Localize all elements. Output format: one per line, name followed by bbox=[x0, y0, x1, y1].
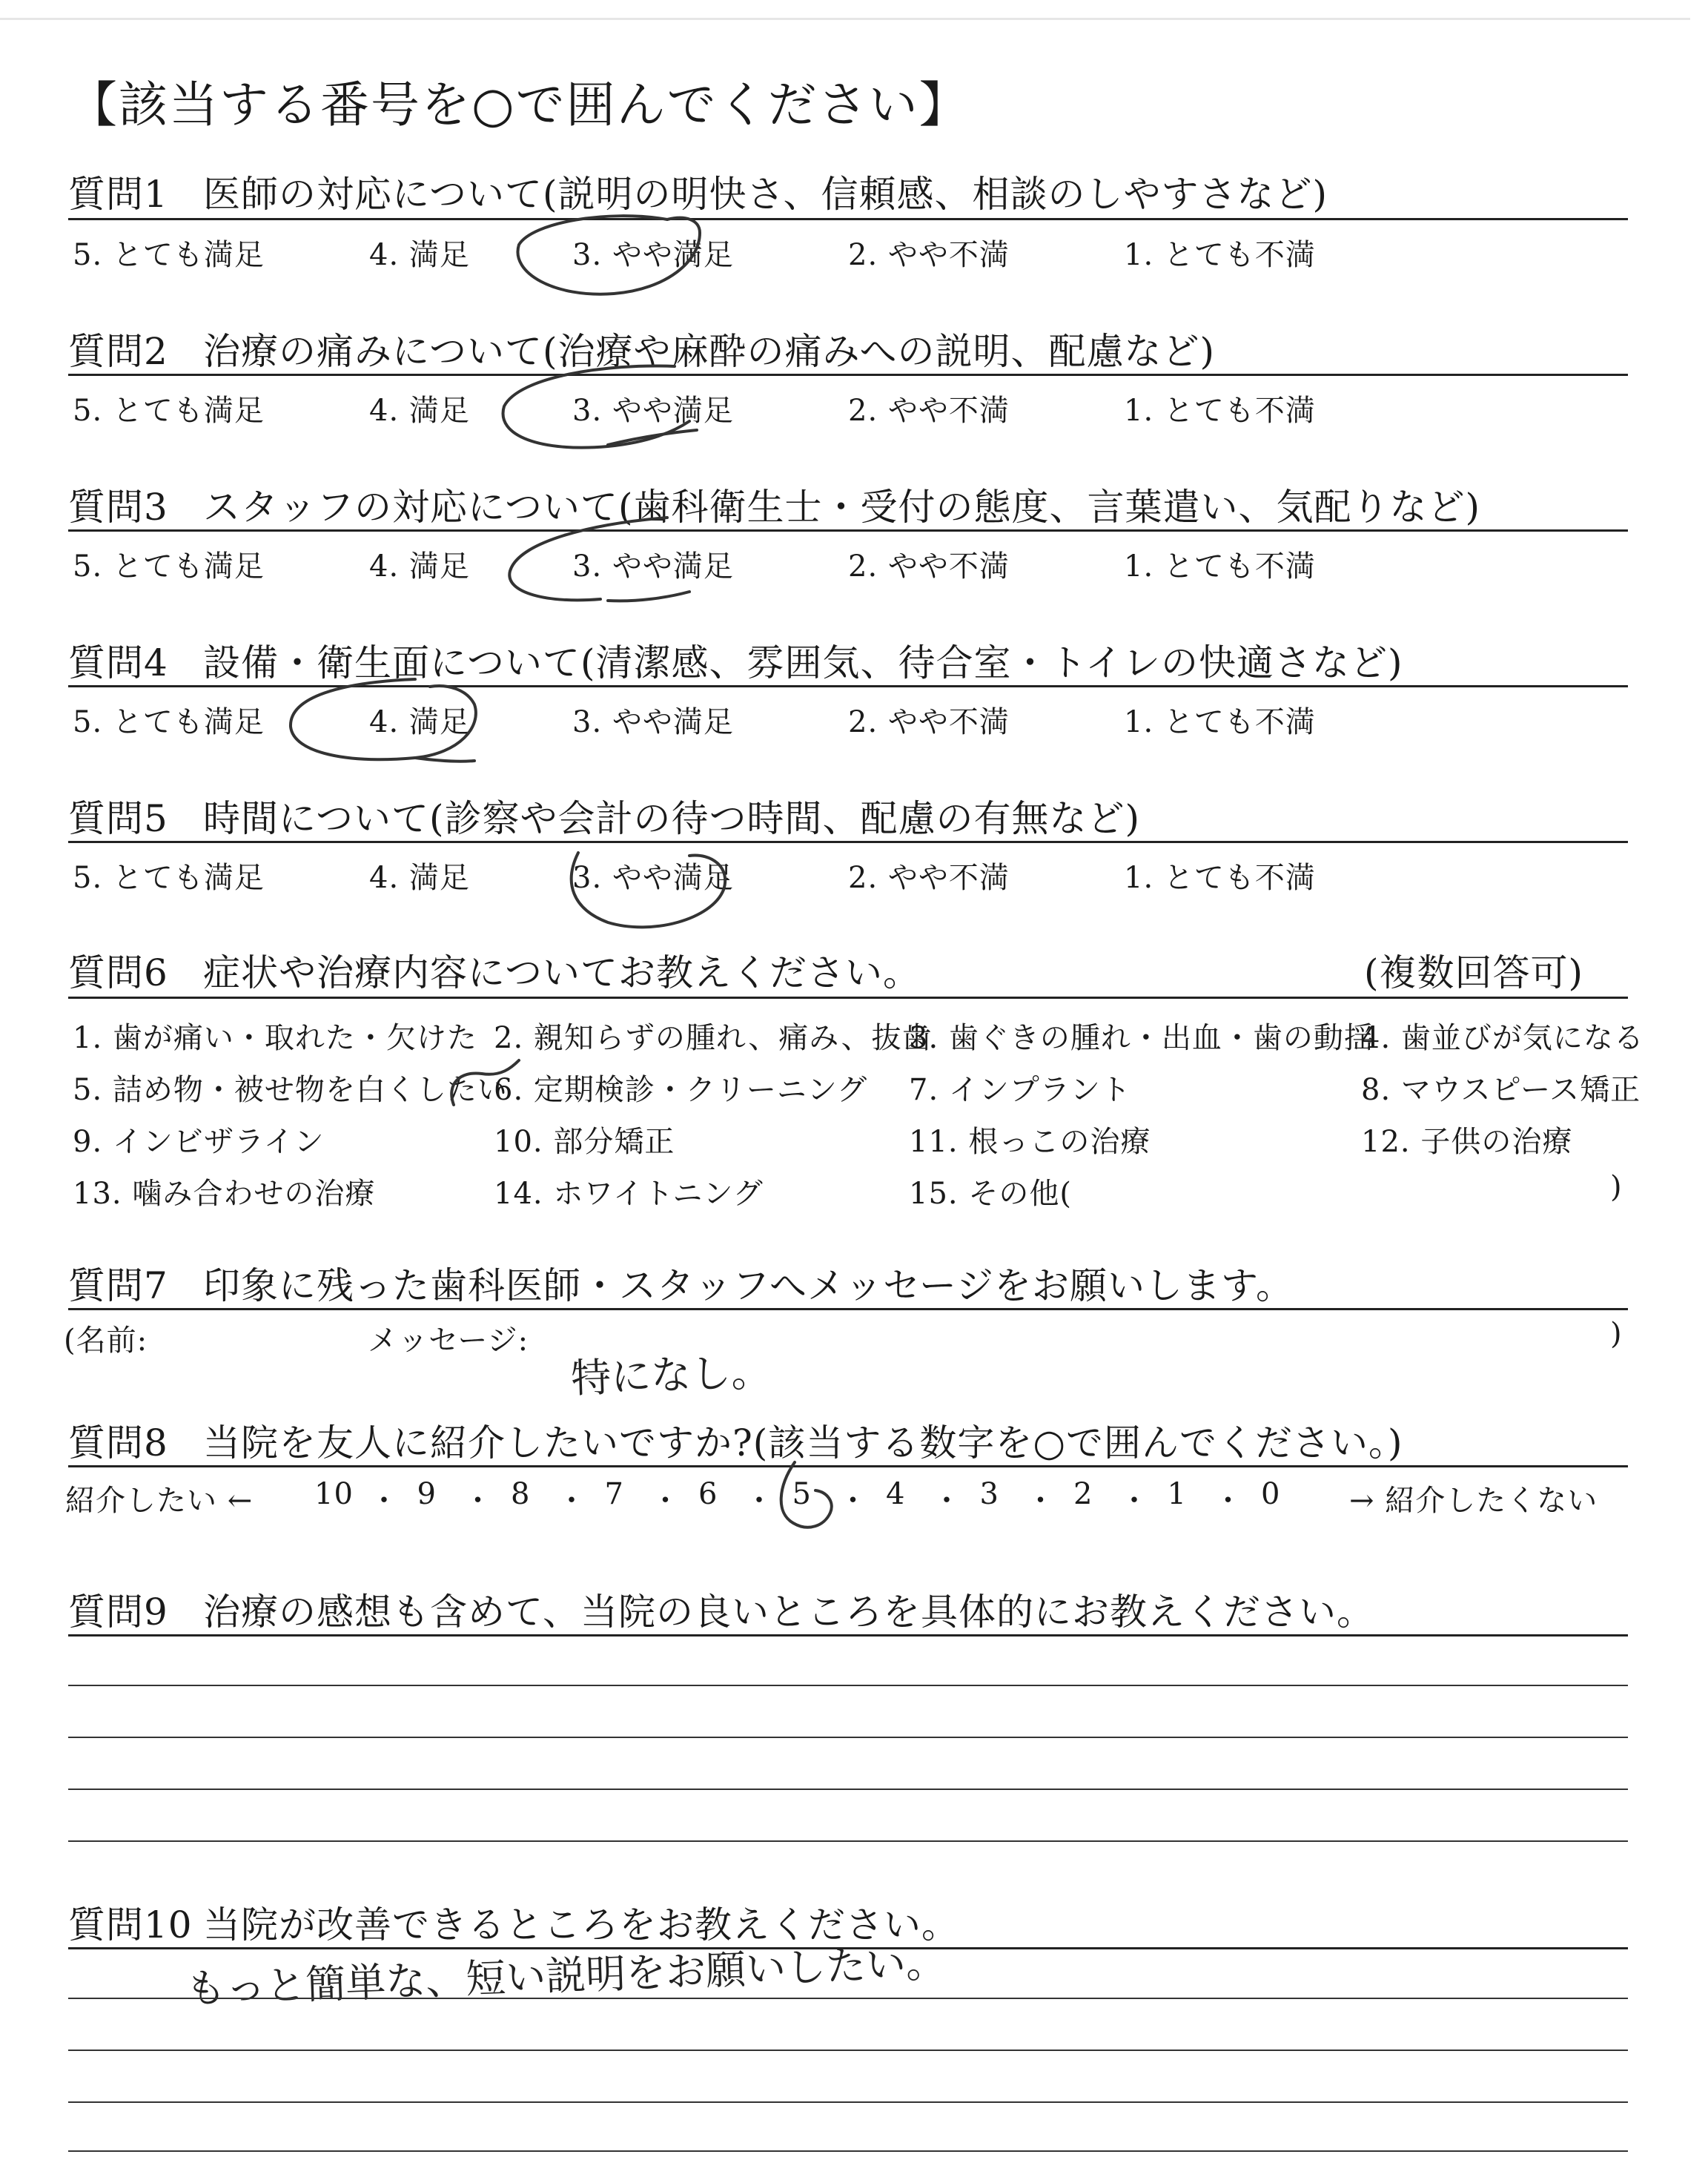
q4-option-1[interactable]: 1. とても不満 bbox=[1124, 705, 1316, 739]
q8-separator-dot: ・ bbox=[932, 1484, 961, 1518]
q2-option-1[interactable]: 1. とても不満 bbox=[1124, 394, 1316, 428]
q6-option-7[interactable]: 7. インプラント bbox=[909, 1073, 1131, 1107]
question-6-label: 質問6 bbox=[68, 951, 168, 994]
q3-option-3[interactable]: 3. やや満足 bbox=[572, 549, 734, 584]
question-1 bbox=[68, 165, 1328, 218]
q6-option-2[interactable]: 2. 親知らずの腫れ、痛み、抜歯 bbox=[494, 1021, 933, 1055]
q3-answer-tick bbox=[608, 592, 689, 601]
question-1-label: 質問1 bbox=[68, 173, 168, 216]
q4-option-5[interactable]: 5. とても満足 bbox=[73, 705, 265, 739]
q10-answer-line[interactable] bbox=[68, 2101, 1628, 2103]
q5-option-4[interactable]: 4. 満足 bbox=[369, 861, 470, 895]
q7-name-label: (名前: bbox=[64, 1324, 148, 1358]
q5-option-3[interactable]: 3. やや満足 bbox=[572, 861, 734, 895]
question-3-label: 質問3 bbox=[68, 486, 168, 529]
question-5-label: 質問5 bbox=[68, 797, 168, 840]
question-9-text: 治療の感想も含めて、当院の良いところを具体的にお教えください。 bbox=[203, 1591, 1374, 1634]
q2-option-3[interactable]: 3. やや満足 bbox=[572, 394, 734, 428]
q4-option-4[interactable]: 4. 満足 bbox=[369, 705, 470, 739]
q6-option-14[interactable]: 14. ホワイトニング bbox=[494, 1177, 764, 1211]
q8-score-7[interactable]: 7 bbox=[604, 1477, 624, 1511]
q4-option-2[interactable]: 2. やや不満 bbox=[848, 705, 1010, 739]
q6-option-4[interactable]: 4. 歯並びが気になる bbox=[1361, 1021, 1644, 1055]
q8-score-9[interactable]: 9 bbox=[417, 1477, 437, 1511]
q8-score-6[interactable]: 6 bbox=[698, 1477, 718, 1511]
q8-separator-dot: ・ bbox=[1025, 1484, 1056, 1518]
q6-option-11[interactable]: 11. 根っこの治療 bbox=[909, 1125, 1151, 1159]
q9-answer-line[interactable] bbox=[68, 1737, 1628, 1738]
q8-separator-dot: ・ bbox=[838, 1484, 868, 1518]
question-4-label: 質問4 bbox=[68, 641, 168, 684]
question-3 bbox=[68, 478, 1480, 531]
question-8 bbox=[68, 1413, 1403, 1467]
q6-option-1[interactable]: 1. 歯が痛い・取れた・欠けた bbox=[73, 1021, 477, 1055]
question-5-rule bbox=[68, 841, 1628, 843]
q8-score-10[interactable]: 10 bbox=[314, 1477, 354, 1511]
q10-answer-line[interactable] bbox=[68, 2150, 1628, 2152]
question-6 bbox=[68, 943, 921, 997]
q10-answer-line[interactable] bbox=[68, 1998, 1628, 1999]
question-7-rule bbox=[68, 1308, 1628, 1310]
question-4-rule bbox=[68, 685, 1628, 687]
q8-right-label: → 紹介したくない bbox=[1349, 1484, 1598, 1518]
q8-separator-dot: ・ bbox=[369, 1484, 399, 1518]
q9-answer-line[interactable] bbox=[68, 1685, 1628, 1686]
q2-option-4[interactable]: 4. 満足 bbox=[369, 394, 470, 428]
q6-option-15[interactable]: 15. その他( bbox=[909, 1177, 1072, 1211]
q7-close: ) bbox=[1610, 1317, 1623, 1351]
q6-option-10[interactable]: 10. 部分矯正 bbox=[494, 1125, 675, 1159]
q8-score-3[interactable]: 3 bbox=[979, 1477, 999, 1511]
q6-option-15-close: ) bbox=[1610, 1170, 1623, 1204]
q6-option-3[interactable]: 3. 歯ぐきの腫れ・出血・歯の動揺 bbox=[909, 1021, 1374, 1055]
question-10-text: 当院が改善できるところをお教えください。 bbox=[203, 1903, 959, 1946]
q8-left-label: 紹介したい ← bbox=[65, 1484, 254, 1518]
q3-option-1[interactable]: 1. とても不満 bbox=[1124, 549, 1316, 584]
q8-separator-dot: ・ bbox=[744, 1484, 774, 1518]
question-2-rule bbox=[68, 374, 1628, 376]
q5-option-5[interactable]: 5. とても満足 bbox=[73, 861, 265, 895]
q3-option-4[interactable]: 4. 満足 bbox=[369, 549, 470, 584]
question-3-text: スタッフの対応について(歯科衛生士・受付の態度、言葉遣い、気配りなど) bbox=[203, 486, 1481, 529]
q10-handwritten-answer: もっと簡単な、短い説明をお願いしたい。 bbox=[185, 1939, 947, 2012]
question-1-rule bbox=[68, 218, 1628, 220]
q8-separator-dot: ・ bbox=[463, 1484, 493, 1518]
question-5 bbox=[68, 789, 1140, 842]
q5-option-1[interactable]: 1. とても不満 bbox=[1124, 861, 1316, 895]
q8-separator-dot: ・ bbox=[1213, 1484, 1243, 1518]
q1-option-5[interactable]: 5. とても満足 bbox=[73, 238, 265, 272]
question-6-rule bbox=[68, 997, 1628, 999]
question-2-label: 質問2 bbox=[68, 330, 168, 373]
q3-option-5[interactable]: 5. とても満足 bbox=[73, 549, 265, 584]
q8-score-4[interactable]: 4 bbox=[886, 1477, 906, 1511]
q7-message-label: メッセージ: bbox=[368, 1324, 529, 1358]
question-9-label: 質問9 bbox=[68, 1591, 168, 1634]
question-8-label: 質問8 bbox=[68, 1421, 168, 1464]
form-title: 【該当する番号を○で囲んでください】 bbox=[68, 76, 970, 133]
q6-option-9[interactable]: 9. インビザライン bbox=[73, 1125, 325, 1159]
q9-answer-line[interactable] bbox=[68, 1789, 1628, 1790]
question-9 bbox=[68, 1582, 1374, 1636]
q6-option-8[interactable]: 8. マウスピース矯正 bbox=[1361, 1073, 1641, 1107]
q8-score-1[interactable]: 1 bbox=[1167, 1477, 1187, 1511]
question-1-text: 医師の対応について(説明の明快さ、信頼感、相談のしやすさなど) bbox=[203, 173, 1328, 216]
question-3-rule bbox=[68, 529, 1628, 532]
q6-option-13[interactable]: 13. 噛み合わせの治療 bbox=[73, 1177, 376, 1211]
question-4 bbox=[68, 633, 1403, 687]
scan-edge bbox=[0, 18, 1690, 20]
question-5-text: 時間について(診察や会計の待つ時間、配慮の有無など) bbox=[203, 797, 1141, 840]
question-7 bbox=[68, 1256, 1294, 1309]
q3-option-2[interactable]: 2. やや不満 bbox=[848, 549, 1010, 584]
q2-answer-tick bbox=[608, 430, 697, 445]
question-8-rule bbox=[68, 1465, 1628, 1467]
question-8-text: 当院を友人に紹介したいですか?(該当する数字を○で囲んでください。) bbox=[203, 1421, 1403, 1464]
q6-option-12[interactable]: 12. 子供の治療 bbox=[1361, 1125, 1573, 1159]
question-2 bbox=[68, 322, 1215, 375]
q8-score-0[interactable]: 0 bbox=[1261, 1477, 1281, 1511]
q4-option-3[interactable]: 3. やや満足 bbox=[572, 705, 734, 739]
q4-answer-tick bbox=[415, 758, 474, 762]
q2-option-5[interactable]: 5. とても満足 bbox=[73, 394, 265, 428]
q8-score-8[interactable]: 8 bbox=[511, 1477, 531, 1511]
question-7-label: 質問7 bbox=[68, 1264, 168, 1307]
q8-separator-dot: ・ bbox=[1119, 1484, 1149, 1518]
question-10-label: 質問10 bbox=[68, 1903, 193, 1946]
q1-option-4[interactable]: 4. 満足 bbox=[369, 238, 470, 272]
q8-score-2[interactable]: 2 bbox=[1073, 1477, 1093, 1511]
question-7-text: 印象に残った歯科医師・スタッフへメッセージをお願いします。 bbox=[203, 1264, 1294, 1307]
q9-answer-line[interactable] bbox=[68, 1840, 1628, 1842]
q6-option-6[interactable]: 6. 定期検診・クリーニング bbox=[494, 1073, 868, 1107]
question-6-text: 症状や治療内容についてお教えください。 bbox=[203, 951, 921, 994]
q8-separator-dot: ・ bbox=[557, 1484, 586, 1518]
question-6-note: (複数回答可) bbox=[1364, 951, 1584, 994]
q1-option-1[interactable]: 1. とても不満 bbox=[1124, 238, 1316, 272]
question-4-text: 設備・衛生面について(清潔感、雰囲気、待合室・トイレの快適さなど) bbox=[203, 641, 1403, 684]
q5-option-2[interactable]: 2. やや不満 bbox=[848, 861, 1010, 895]
question-9-rule bbox=[68, 1634, 1628, 1636]
question-2-text: 治療の痛みについて(治療や麻酔の痛みへの説明、配慮など) bbox=[203, 330, 1216, 373]
q2-option-2[interactable]: 2. やや不満 bbox=[848, 394, 1010, 428]
q8-separator-dot: ・ bbox=[650, 1484, 681, 1518]
q1-option-3[interactable]: 3. やや満足 bbox=[572, 238, 734, 272]
q8-score-5[interactable]: 5 bbox=[792, 1477, 812, 1511]
q7-handwritten-message: 特になし。 bbox=[570, 1348, 772, 1402]
q10-answer-line[interactable] bbox=[68, 2050, 1628, 2051]
q1-option-2[interactable]: 2. やや不満 bbox=[848, 238, 1010, 272]
q6-option-5[interactable]: 5. 詰め物・被せ物を白くしたい bbox=[73, 1073, 508, 1107]
